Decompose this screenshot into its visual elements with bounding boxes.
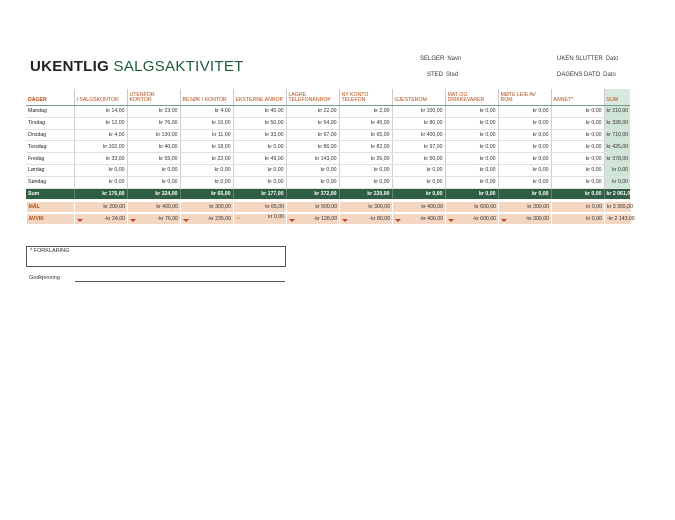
value-cell[interactable]: kr 82,00 [339, 141, 392, 153]
goal-row [27, 202, 631, 212]
table-row [26, 153, 630, 165]
deviation-cell [181, 214, 234, 224]
sum-cell[interactable]: kr 210,00 [604, 106, 630, 118]
value-cell[interactable]: kr 0,00 [445, 153, 498, 165]
day-label: Tirsdag [26, 117, 74, 129]
value-cell[interactable]: kr 100,00 [392, 106, 445, 118]
value-cell[interactable]: kr 0,00 [127, 164, 180, 176]
deviation-cell [234, 214, 287, 224]
deviation-value: kr 0,00 [268, 214, 284, 220]
value-cell[interactable]: kr 400,00 [392, 129, 445, 141]
value-cell[interactable]: kr 0,00 [551, 106, 604, 118]
uken-value[interactable]: Dato [605, 56, 619, 62]
trend-flat-icon: ⇨ [236, 216, 242, 222]
dagens-label: DAGENS DATO [557, 72, 601, 78]
value-cell[interactable]: kr 50,00 [233, 117, 286, 129]
goal-cell[interactable]: kr 0,00 [552, 202, 605, 212]
value-cell[interactable]: kr 0,00 [551, 176, 604, 188]
value-cell[interactable]: kr 33,00 [74, 153, 127, 165]
deviation-cell [446, 214, 499, 224]
value-cell[interactable]: kr 0,00 [551, 141, 604, 153]
col-header[interactable]: UTENFOR KONTOR [127, 89, 180, 106]
deviation-cell [499, 214, 552, 224]
col-header[interactable]: GJESTEROM [392, 89, 445, 106]
value-cell[interactable]: kr 0,00 [498, 117, 551, 129]
deviation-cell [552, 214, 605, 224]
value-cell[interactable]: kr 49,00 [233, 153, 286, 165]
value-cell[interactable]: kr 102,00 [74, 141, 127, 153]
total-label: Sum [26, 188, 74, 199]
total-cell: kr 372,00 [286, 188, 339, 199]
value-cell[interactable]: kr 40,00 [127, 141, 180, 153]
report-title [30, 58, 244, 75]
total-cell: kr 176,00 [74, 188, 127, 199]
goal-cell[interactable]: kr 65,00 [234, 202, 287, 212]
selger-field[interactable] [420, 56, 461, 62]
deviation-cell [393, 214, 446, 224]
total-row [26, 188, 630, 199]
col-header[interactable]: MØTE LEIE AV ROM [498, 89, 551, 106]
sales-table [26, 89, 634, 199]
sum-cell[interactable]: kr 0,00 [604, 176, 630, 188]
table-row [26, 106, 630, 118]
value-cell[interactable]: kr 0,00 [498, 106, 551, 118]
day-label: Onsdag [26, 129, 74, 141]
col-header[interactable]: DAGER [26, 89, 74, 106]
deviation-value: -kr 128,00 [313, 216, 337, 222]
total-cell: kr 2 061,00 [604, 188, 630, 199]
sum-cell[interactable]: kr 378,00 [604, 153, 630, 165]
value-cell[interactable]: kr 0,00 [286, 176, 339, 188]
value-cell[interactable]: kr 0,00 [233, 141, 286, 153]
selger-value[interactable]: Navn [447, 56, 462, 62]
goal-cell[interactable]: kr 200,00 [75, 202, 128, 212]
value-cell[interactable]: kr 97,00 [392, 141, 445, 153]
total-cell: kr 65,00 [180, 188, 233, 199]
total-cell: kr 0,00 [392, 188, 445, 199]
value-cell[interactable]: kr 0,00 [74, 176, 127, 188]
table-row [26, 129, 630, 141]
deviation-value: -kr 80,00 [369, 216, 390, 222]
table-row [26, 141, 630, 153]
trend-down-icon [289, 219, 295, 222]
value-cell[interactable]: kr 0,00 [498, 129, 551, 141]
goal-cell[interactable]: kr 300,00 [181, 202, 234, 212]
value-cell[interactable]: kr 143,00 [286, 153, 339, 165]
value-cell[interactable]: kr 0,00 [233, 164, 286, 176]
title-rest: SALGSAKTIVITET [113, 58, 244, 75]
deviation-value: -kr 235,00 [207, 216, 231, 222]
trend-down-icon [448, 219, 454, 222]
header-row [26, 89, 630, 106]
value-cell[interactable]: kr 0,00 [498, 164, 551, 176]
legend-box[interactable] [26, 246, 286, 267]
value-cell[interactable]: kr 0,00 [498, 153, 551, 165]
value-cell[interactable]: kr 22,00 [286, 106, 339, 118]
deviation-row [27, 214, 631, 224]
deviation-value: -kr 400,00 [419, 216, 443, 222]
selger-label: SELGER [420, 56, 445, 62]
value-cell[interactable]: kr 67,00 [286, 129, 339, 141]
col-header[interactable]: NY KONTO TELEFON [339, 89, 392, 106]
sum-cell[interactable]: kr 338,00 [604, 117, 630, 129]
sum-cell[interactable]: kr 0,00 [604, 164, 630, 176]
title-bold: UKENTLIG [30, 58, 110, 75]
approval-signature-line[interactable] [75, 281, 285, 282]
sted-value[interactable]: Sted [446, 72, 459, 78]
sted-label: STED [427, 72, 444, 78]
goal-cell[interactable]: kr 300,00 [499, 202, 552, 212]
approval-label: Godkjenning [29, 275, 60, 281]
uken-field[interactable] [557, 56, 618, 62]
value-cell[interactable]: kr 55,00 [127, 153, 180, 165]
sum-cell[interactable]: kr 710,00 [604, 129, 630, 141]
deviation-value: -kr 2 143,00 [607, 216, 635, 222]
day-label: Lørdag [26, 164, 74, 176]
day-label: Mandag [26, 106, 74, 118]
total-cell: kr 0,00 [498, 188, 551, 199]
value-cell[interactable]: kr 0,00 [551, 164, 604, 176]
value-cell[interactable]: kr 12,00 [74, 117, 127, 129]
value-cell[interactable]: kr 0,00 [233, 176, 286, 188]
value-cell[interactable]: kr 10,00 [180, 117, 233, 129]
deviation-cell [75, 214, 128, 224]
value-cell[interactable]: kr 0,00 [180, 176, 233, 188]
value-cell[interactable]: kr 45,00 [339, 117, 392, 129]
goal-cell[interactable]: kr 400,00 [393, 202, 446, 212]
value-cell[interactable]: kr 0,00 [551, 153, 604, 165]
deviation-value: -kr 600,00 [472, 216, 496, 222]
goal-cell[interactable]: kr 500,00 [287, 202, 340, 212]
value-cell[interactable]: kr 76,00 [127, 117, 180, 129]
value-cell[interactable]: kr 0,00 [74, 164, 127, 176]
value-cell[interactable]: kr 65,00 [339, 129, 392, 141]
total-cell: kr 0,00 [445, 188, 498, 199]
value-cell[interactable]: kr 0,00 [498, 141, 551, 153]
total-cell: kr 177,00 [233, 188, 286, 199]
goal-cell[interactable]: kr 400,00 [128, 202, 181, 212]
value-cell[interactable]: kr 130,00 [127, 129, 180, 141]
goal-cell[interactable]: kr 300,00 [340, 202, 393, 212]
day-label: Torsdag [26, 141, 74, 153]
deviation-cell [605, 214, 635, 224]
value-cell[interactable]: kr 0,00 [445, 141, 498, 153]
col-header[interactable]: LAGRE TELEFONANROP [286, 89, 339, 106]
value-cell[interactable]: kr 0,00 [180, 164, 233, 176]
value-cell[interactable]: kr 50,00 [392, 153, 445, 165]
sum-cell[interactable]: kr 425,00 [604, 141, 630, 153]
value-cell[interactable]: kr 0,00 [445, 164, 498, 176]
value-cell[interactable]: kr 26,00 [339, 153, 392, 165]
value-cell[interactable]: kr 86,00 [286, 141, 339, 153]
table-row [26, 117, 630, 129]
deviation-value: -kr 76,00 [157, 216, 178, 222]
deviation-cell [340, 214, 393, 224]
trend-down-icon [395, 219, 401, 222]
deviation-cell [287, 214, 340, 224]
table-row [26, 164, 630, 176]
deviation-value: -kr 24,00 [104, 216, 125, 222]
col-header[interactable]: ANNET* [551, 89, 604, 106]
value-cell[interactable]: kr 0,00 [392, 176, 445, 188]
total-cell: kr 0,00 [551, 188, 604, 199]
value-cell[interactable]: kr 0,00 [127, 176, 180, 188]
day-label: Søndag [26, 176, 74, 188]
value-cell[interactable]: kr 4,00 [180, 106, 233, 118]
value-cell[interactable]: kr 0,00 [339, 176, 392, 188]
sted-field[interactable] [427, 72, 458, 78]
goals-table [26, 202, 635, 224]
value-cell[interactable]: kr 14,00 [74, 106, 127, 118]
trend-down-icon [130, 219, 136, 222]
goal-cell[interactable]: kr 3 365,00 [605, 202, 631, 212]
dagens-value[interactable]: Dato [603, 72, 616, 78]
value-cell[interactable]: kr 80,00 [392, 117, 445, 129]
day-label: Fredag [26, 153, 74, 165]
value-cell[interactable]: kr 0,00 [339, 164, 392, 176]
value-cell[interactable]: kr 0,00 [551, 129, 604, 141]
value-cell[interactable]: kr 11,00 [180, 129, 233, 141]
col-header[interactable]: EKSTERNE ANROP [233, 89, 286, 106]
value-cell[interactable]: kr 18,00 [180, 141, 233, 153]
goal-label: MÅL [27, 202, 75, 212]
total-cell: kr 220,00 [339, 188, 392, 199]
value-cell[interactable]: kr 33,00 [233, 129, 286, 141]
col-header[interactable]: I SALGSKONTOR [74, 89, 127, 106]
total-cell: kr 324,00 [127, 188, 180, 199]
col-header-sum[interactable]: SUM [604, 89, 630, 106]
value-cell[interactable]: kr 54,00 [286, 117, 339, 129]
value-cell[interactable]: kr 4,00 [74, 129, 127, 141]
legend-label: * FORKLARING [30, 248, 70, 254]
trend-down-icon [77, 219, 83, 222]
value-cell[interactable]: kr 22,00 [180, 153, 233, 165]
value-cell[interactable]: kr 0,00 [445, 176, 498, 188]
value-cell[interactable]: kr 0,00 [551, 117, 604, 129]
deviation-value: kr 0,00 [586, 216, 602, 222]
trend-down-icon [501, 219, 507, 222]
col-header[interactable]: MAT OG DRIKKEVARER [445, 89, 498, 106]
value-cell[interactable]: kr 0,00 [286, 164, 339, 176]
deviation-value: -kr 300,00 [525, 216, 549, 222]
value-cell[interactable]: kr 23,00 [127, 106, 180, 118]
col-header[interactable]: BESØK I KONTOR [180, 89, 233, 106]
uken-label: UKEN SLUTTER [557, 56, 603, 62]
trend-down-icon [342, 219, 348, 222]
value-cell[interactable]: kr 0,00 [392, 164, 445, 176]
dagens-field[interactable] [557, 72, 616, 78]
table-row [26, 176, 630, 188]
trend-down-icon [183, 219, 189, 222]
deviation-label: AVVIK [27, 214, 75, 224]
goal-cell[interactable]: kr 600,00 [446, 202, 499, 212]
value-cell[interactable]: kr 0,00 [445, 106, 498, 118]
value-cell[interactable]: kr 45,00 [233, 106, 286, 118]
deviation-cell [128, 214, 181, 224]
value-cell[interactable]: kr 0,00 [498, 176, 551, 188]
value-cell[interactable]: kr 0,00 [445, 129, 498, 141]
value-cell[interactable]: kr 0,00 [445, 117, 498, 129]
value-cell[interactable]: kr 2,00 [339, 106, 392, 118]
